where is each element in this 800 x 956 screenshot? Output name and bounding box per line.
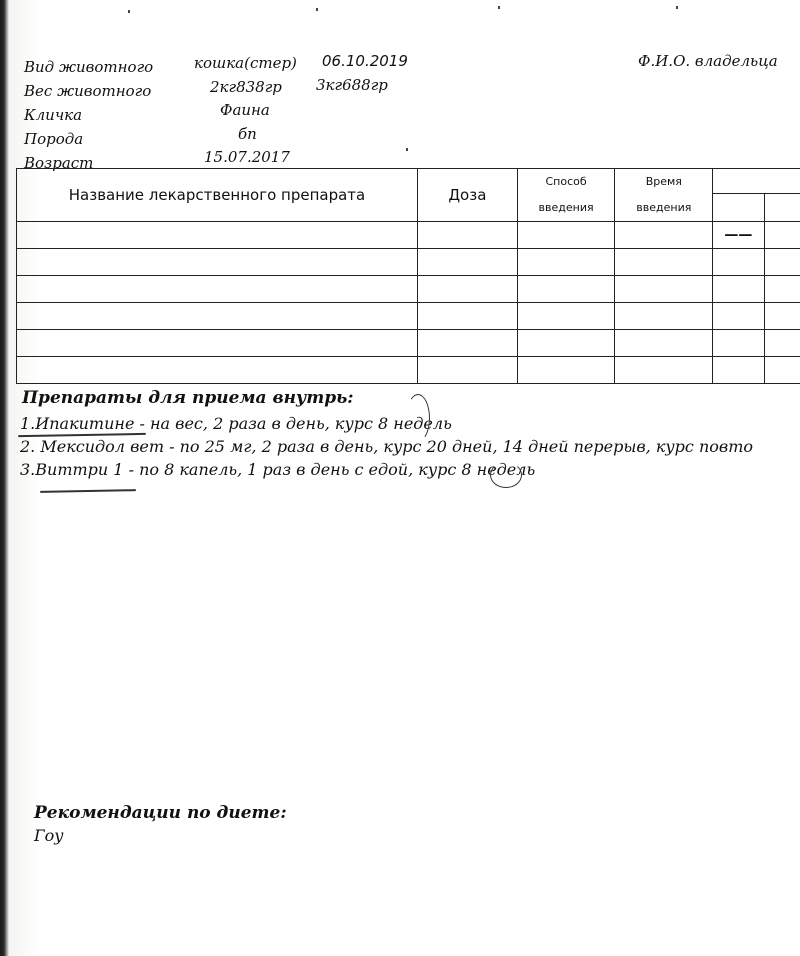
- drug-item-1: 1.Ипакитине - на вес, 2 раза в день, курс 8 недель: [20, 414, 452, 433]
- header-method-line1: Способ: [545, 175, 587, 188]
- pen-circle: [406, 394, 430, 442]
- header-time-line1: Время: [645, 175, 682, 188]
- age-value: 15.07.2017: [204, 148, 290, 166]
- pet-name-value: Фаина: [220, 101, 270, 119]
- scan-speck: [498, 6, 500, 9]
- header-time: [615, 169, 713, 222]
- table-mark: ——: [713, 222, 764, 249]
- breed-label: Порода: [24, 130, 84, 148]
- owner-label: Ф.И.О. владельца: [638, 52, 778, 70]
- header-time-line2: введения: [636, 201, 692, 214]
- breed-value: бп: [238, 125, 257, 143]
- header-drug-name: Название лекарственного препарата: [17, 169, 418, 222]
- weight-label: Вес животного: [24, 82, 152, 100]
- table-row: [17, 222, 800, 249]
- header-dose: Доза: [418, 169, 518, 222]
- drug-item-2: 2. Мексидол вет - по 25 мг, 2 раза в день, курс 20 дней, 14 дней перерыв, курс повто: [20, 437, 754, 456]
- table-row: [17, 249, 800, 276]
- visit-date: 06.10.2019: [322, 52, 408, 70]
- scan-speck: [316, 8, 318, 11]
- scan-speck: [676, 6, 678, 9]
- header-extra-a: [713, 194, 764, 222]
- pen-underline: [40, 489, 136, 493]
- medication-table: [16, 168, 800, 384]
- diet-text: Гоу: [34, 826, 64, 845]
- table-row: [17, 276, 800, 303]
- table-row: [17, 330, 800, 357]
- scan-speck: [128, 10, 130, 13]
- table-row: [17, 357, 800, 384]
- header-method-line2: введения: [538, 201, 594, 214]
- header-extra: [713, 169, 800, 194]
- table-header-row: [17, 169, 800, 194]
- species-value: кошка(стер): [194, 54, 297, 72]
- age-label: Возраст: [24, 154, 94, 172]
- name-label: Кличка: [24, 106, 83, 124]
- drug-item-3: 3.Виттри 1 - по 8 капель, 1 раз в день с едой, курс 8 недель: [20, 460, 536, 479]
- header-extra-b: [764, 194, 800, 222]
- pen-circle: [490, 462, 522, 488]
- weight-value-2: 3кг688гр: [316, 76, 388, 94]
- table-row: [17, 303, 800, 330]
- scan-speck: [406, 148, 408, 151]
- diet-title: Рекомендации по диете:: [34, 803, 287, 823]
- weight-value-1: 2кг838гр: [210, 78, 282, 96]
- oral-drugs-title: Препараты для приема внутрь:: [22, 388, 354, 408]
- species-label: Вид животного: [24, 58, 154, 76]
- header-method: [517, 169, 615, 222]
